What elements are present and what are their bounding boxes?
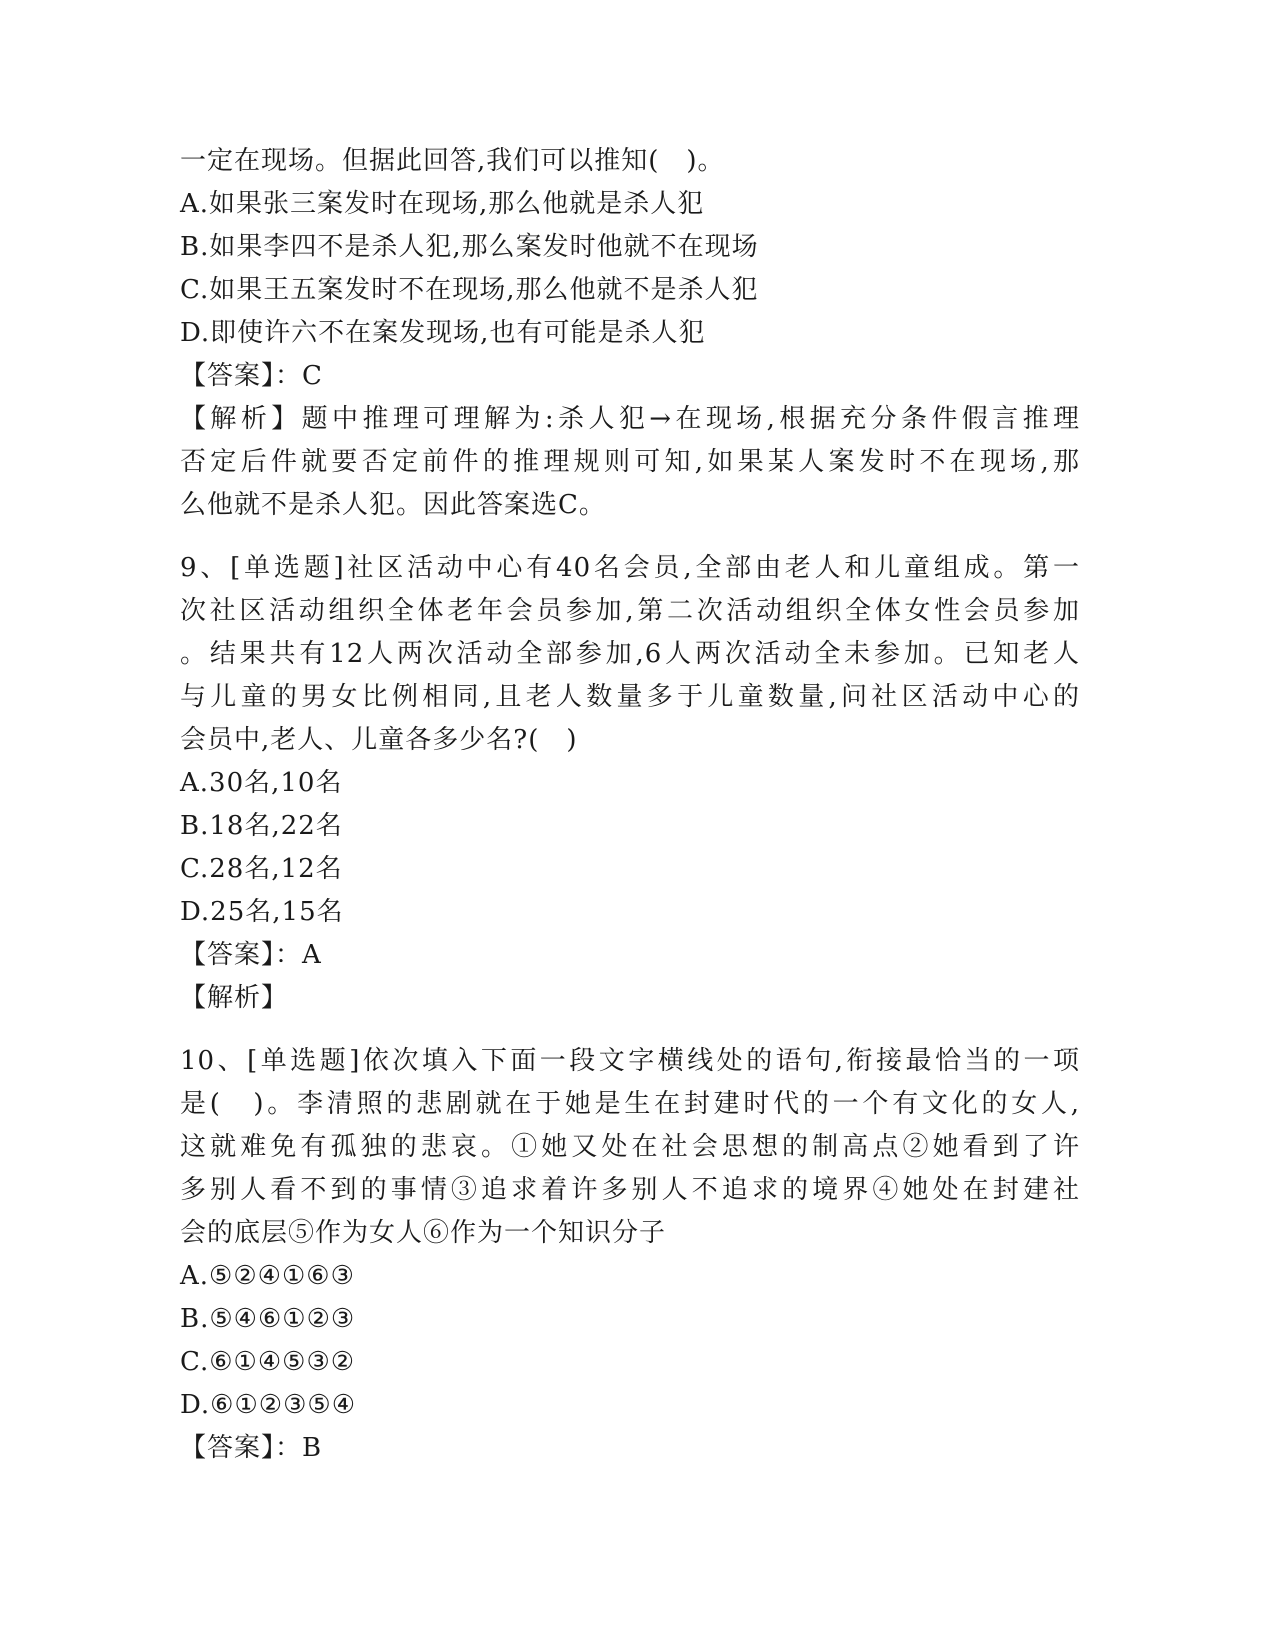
option-a: A.⑤②④①⑥③ — [180, 1261, 355, 1291]
option-c: C.28名,12名 — [180, 854, 343, 884]
option-c: C.如果王五案发时不在现场,那么他就不是杀人犯 — [180, 275, 759, 305]
analysis-line: 么他就不是杀人犯。因此答案选C。 — [180, 490, 606, 520]
question-9 — [180, 547, 1080, 1020]
option-a: A.如果张三案发时在现场,那么他就是杀人犯 — [180, 189, 705, 219]
option-d: D.25名,15名 — [180, 897, 344, 927]
answer-line: 【答案】：C — [180, 361, 323, 391]
answer-line: 【答案】：B — [180, 1433, 323, 1463]
question-10-stem-line: 这就难免有孤独的悲哀。①她又处在社会思想的制高点②她看到了许 — [180, 1132, 1080, 1162]
analysis-line: 【解析】 — [180, 983, 289, 1013]
option-b: B.如果李四不是杀人犯,那么案发时他就不在现场 — [180, 232, 759, 262]
question-9-stem-line: 次社区活动组织全体老年会员参加,第二次活动组织全体女性会员参加 — [180, 596, 1080, 626]
answer-line: 【答案】：A — [180, 940, 322, 970]
question-10-stem-line: 10、[单选题]依次填入下面一段文字横线处的语句,衔接最恰当的一项 — [180, 1046, 1080, 1076]
question-9-stem-line: 。结果共有12人两次活动全部参加,6人两次活动全未参加。已知老人 — [180, 639, 1080, 669]
analysis-line: 否定后件就要否定前件的推理规则可知,如果某人案发时不在现场,那 — [180, 447, 1080, 477]
option-d: D.即使许六不在案发现场,也有可能是杀人犯 — [180, 318, 706, 348]
question-10-stem-line: 会的底层⑤作为女人⑥作为一个知识分子 — [180, 1218, 667, 1248]
question-10-stem-line: 是( )。李清照的悲剧就在于她是生在封建时代的一个有文化的女人, — [180, 1089, 1080, 1119]
option-a: A.30名,10名 — [180, 768, 343, 798]
question-8 — [180, 140, 1080, 527]
document-page — [180, 140, 1080, 1470]
option-c: C.⑥①④⑤③② — [180, 1347, 356, 1377]
question-10 — [180, 1040, 1080, 1470]
question-9-stem-line: 9、[单选题]社区活动中心有40名会员,全部由老人和儿童组成。第一 — [180, 553, 1080, 583]
question-10-stem-line: 多别人看不到的事情③追求着许多别人不追求的境界④她处在封建社 — [180, 1175, 1080, 1205]
question-9-stem-line: 会员中,老人、儿童各多少名?( ) — [180, 725, 578, 755]
analysis-line: 【解析】题中推理可理解为:杀人犯→在现场,根据充分条件假言推理 — [180, 404, 1080, 434]
option-b: B.18名,22名 — [180, 811, 343, 841]
question-9-stem-line: 与儿童的男女比例相同,且老人数量多于儿童数量,问社区活动中心的 — [180, 682, 1080, 712]
option-b: B.⑤④⑥①②③ — [180, 1304, 356, 1334]
option-d: D.⑥①②③⑤④ — [180, 1390, 357, 1420]
question-8-stem-tail: 一定在现场。但据此回答,我们可以推知( )。 — [180, 146, 725, 176]
